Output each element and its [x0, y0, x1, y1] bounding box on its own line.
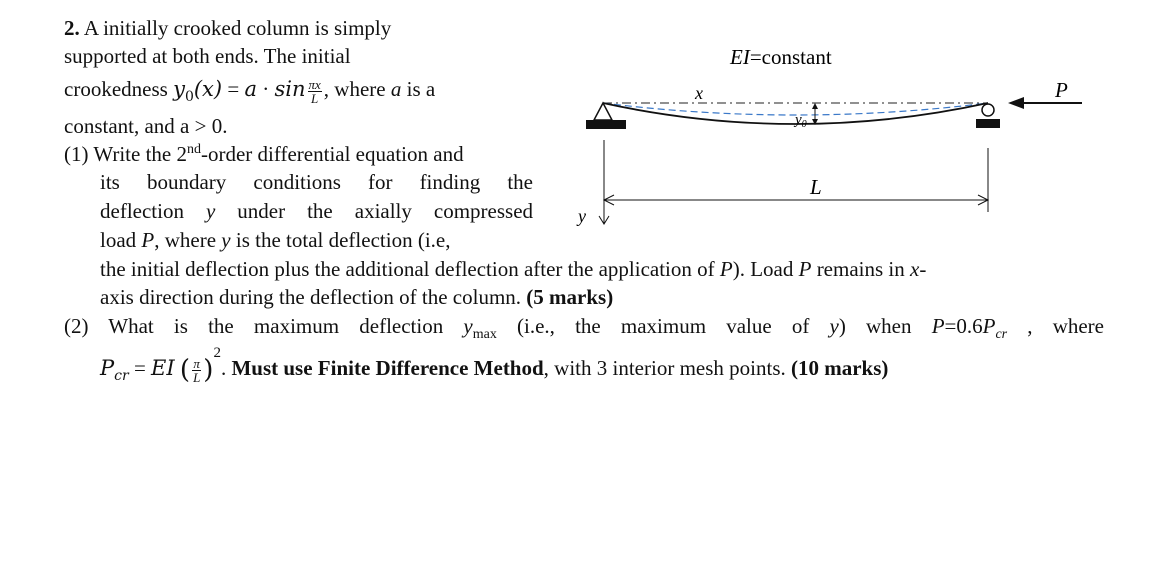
where-text: , where	[323, 77, 386, 101]
part1-text-4c: is the total deflection (i.e,	[235, 228, 451, 252]
Pcr-formula-symbol: $P_{cr}$	[100, 356, 129, 385]
left-paren: (	[179, 355, 191, 386]
hyphen: -	[919, 257, 927, 281]
intro-text-1: A initially crooked column is simply	[83, 16, 392, 40]
part1-text-2: its boundary conditions for finding the	[100, 170, 533, 194]
pi-over-L-fraction: $\frac{\pi}{L}$	[193, 355, 201, 385]
equals-sign-2: =	[133, 356, 146, 380]
dot-operator: ·	[262, 77, 270, 101]
length-dimension-arrow	[604, 195, 988, 205]
part1-text-3b: under the axially compressed	[237, 199, 534, 223]
y0-symbol: $y_0(x)$	[173, 77, 223, 106]
period: .	[220, 356, 227, 380]
part1-text-1a: (1) Write the 2	[64, 142, 187, 166]
ymax-symbol: $y_{max}$	[463, 314, 497, 343]
part1-text-1b: -order differential equation and	[200, 142, 464, 166]
Pcr-symbol: $P_{cr}$	[982, 314, 1008, 343]
load-text: load	[100, 228, 137, 252]
P-var: P	[141, 228, 155, 252]
right-paren: )	[203, 355, 214, 386]
part1-text-6: axis direction during the deflection of the column.	[100, 285, 522, 309]
part1-marks: (5 marks)	[526, 285, 614, 309]
part1-text-5a: the initial deflection plus the additional deflection after the application of	[100, 257, 715, 281]
where-text-2: , where	[154, 228, 217, 252]
length-L-label: L	[810, 175, 822, 199]
part2-marks: (10 marks)	[791, 356, 889, 380]
load-arrow	[1008, 97, 1082, 109]
y-direction-arrow	[599, 200, 609, 224]
equals-sign: =	[227, 77, 240, 101]
nd-superscript: nd	[186, 142, 201, 157]
eq-06: =0.6	[944, 314, 983, 338]
y0-dimension	[812, 103, 818, 125]
fdm-requirement: Must use Finite Difference Method	[231, 356, 544, 380]
when-text: ) when	[838, 314, 912, 338]
P-var-4: P	[931, 314, 945, 338]
EI-var: EI	[151, 356, 175, 380]
where-text-3: , where	[1027, 314, 1105, 338]
problem-number: 2.	[64, 16, 80, 40]
intro-text-2: supported at both ends. The initial	[64, 44, 351, 68]
x-var: x	[910, 257, 920, 281]
ei-constant-label: EI=constant	[730, 45, 832, 69]
crookedness-label: crookedness	[64, 77, 168, 101]
part2-text-1a: (2) What is the maximum deflection	[64, 314, 444, 338]
exponent-2: 2	[213, 345, 221, 361]
load-P-label: P	[1055, 78, 1068, 102]
mesh-points-text: , with 3 interior mesh points.	[543, 356, 786, 380]
sin-function: sin	[274, 77, 306, 101]
P-var-3: P	[798, 257, 812, 281]
part1-text-3a: deflection	[100, 199, 184, 223]
roller-support-right	[976, 104, 1000, 128]
y-var-2: y	[221, 228, 231, 252]
y-var-3: y	[829, 314, 839, 338]
part2-text-1b: (i.e., the maximum value of	[517, 314, 810, 338]
y0-label: $y_0$	[795, 112, 807, 130]
part1-text-5b: ). Load	[732, 257, 794, 281]
y-axis-label: y	[578, 206, 586, 226]
a-variable: a	[244, 77, 257, 101]
is-a-text: is a	[406, 77, 436, 101]
y-var: y	[205, 199, 216, 223]
intro-text-4: constant, and a > 0.	[64, 114, 228, 138]
P-var-2: P	[719, 257, 733, 281]
part1-text-5c: remains in	[816, 257, 905, 281]
a-variable-2: a	[390, 77, 402, 101]
x-axis-label: x	[695, 83, 703, 103]
pi-x-over-L-fraction: $\frac{\pi x}{L}$	[308, 76, 321, 106]
